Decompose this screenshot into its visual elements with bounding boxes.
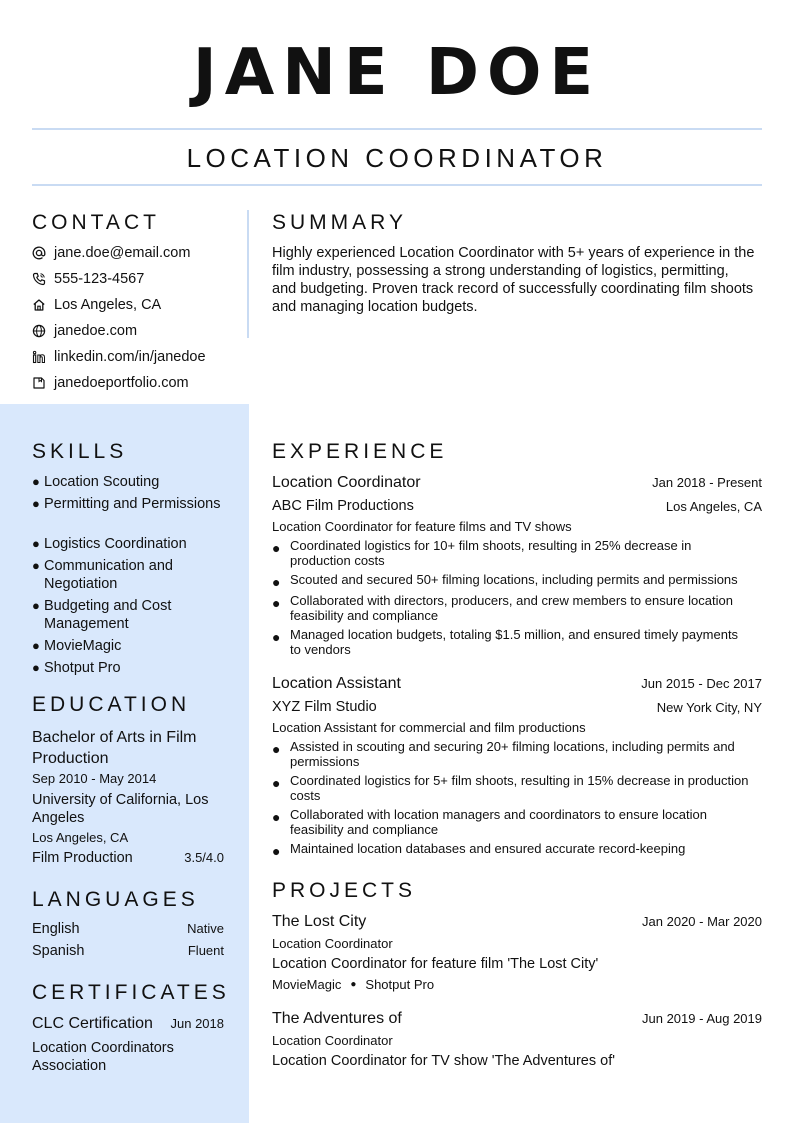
certificate-issuer: Location Coordinators Association xyxy=(32,1040,174,1074)
job-bullet: ● Assisted in scouting and securing 20+ filming locations, including permits and permissions xyxy=(272,739,735,769)
education-gpa: 3.5/4.0 xyxy=(184,850,224,865)
projects-heading: PROJECTS xyxy=(272,879,417,902)
contact-heading: CONTACT xyxy=(32,211,160,234)
linkedin-icon xyxy=(32,350,46,364)
skill-item: ● Permitting and Permissions xyxy=(32,496,221,512)
phone-icon xyxy=(32,272,46,286)
project-description: Location Coordinator for TV show 'The Adventures of' xyxy=(272,1053,615,1069)
job-company: ABC Film Productions xyxy=(272,498,414,514)
summary-heading: SUMMARY xyxy=(272,211,407,234)
job-description: Location Coordinator for feature films and TV shows xyxy=(272,519,572,534)
experience-heading: EXPERIENCE xyxy=(272,440,448,463)
contact-phone-text: 555-123-4567 xyxy=(54,271,145,287)
education-heading: EDUCATION xyxy=(32,693,191,716)
job-dates: Jun 2015 - Dec 2017 xyxy=(641,676,762,691)
languages-heading: LANGUAGES xyxy=(32,888,199,911)
contact-portfolio[interactable] xyxy=(32,373,189,393)
skill-item: ● Logistics Coordination xyxy=(32,536,187,552)
language-row xyxy=(32,943,224,959)
job-description: Location Assistant for commercial and film productions xyxy=(272,720,586,735)
job-bullet: ● Collaborated with location managers and coordinators to ensure location feasibility and compliance xyxy=(272,807,707,837)
contact-portfolio-text: janedoeportfolio.com xyxy=(54,375,189,391)
project-name: The Lost City xyxy=(272,913,367,930)
skill-item: ● Budgeting and Cost Management xyxy=(32,598,172,632)
language-name: English xyxy=(32,921,80,937)
education-degree: Bachelor of Arts in Film Production xyxy=(32,729,197,767)
project-role: Location Coordinator xyxy=(272,1033,393,1048)
skills-heading: SKILLS xyxy=(32,440,128,463)
education-dates: Sep 2010 - May 2014 xyxy=(32,771,157,786)
job-bullet: ● Coordinated logistics for 10+ film shoots, resulting in 25% decrease in production costs xyxy=(272,538,692,568)
project-tools xyxy=(272,977,434,992)
globe-icon xyxy=(32,324,46,338)
job-title: LOCATION COORDINATOR xyxy=(186,143,608,173)
skill-item: ● Shotput Pro xyxy=(32,660,121,676)
job-location: New York City, NY xyxy=(656,700,762,715)
job-dates: Jan 2018 - Present xyxy=(652,475,762,490)
job-bullet: ● Scouted and secured 50+ filming locations, including permits and permissions xyxy=(272,572,738,590)
portfolio-icon xyxy=(32,376,46,390)
job-bullet: ● Managed location budgets, totaling $1.5 million, and ensured timely payments to vendors xyxy=(272,627,739,657)
certificate-date: Jun 2018 xyxy=(170,1016,224,1031)
education-field: Film Production xyxy=(32,850,133,866)
certificates-heading: CERTIFICATES xyxy=(32,981,230,1004)
home-icon xyxy=(32,298,46,312)
job-location: Los Angeles, CA xyxy=(665,499,762,514)
contact-location-text: Los Angeles, CA xyxy=(54,297,162,313)
candidate-name: JANE DOE xyxy=(192,36,602,110)
contact-linkedin[interactable] xyxy=(32,347,206,367)
language-level: Fluent xyxy=(187,943,224,958)
at-icon xyxy=(32,246,46,260)
skill-item: ● Communication and Negotiation xyxy=(32,558,173,592)
job-bullet: ● Maintained location databases and ensured accurate record-keeping xyxy=(272,841,686,859)
skill-item: ● MovieMagic xyxy=(32,638,122,654)
project-dates: Jan 2020 - Mar 2020 xyxy=(642,914,762,929)
contact-location xyxy=(32,295,161,315)
job-title: Location Assistant xyxy=(272,675,401,692)
job-bullet: ● Coordinated logistics for 5+ film shoots, resulting in 15% decrease in production costs xyxy=(272,773,749,803)
certificate-name: CLC Certification xyxy=(32,1015,153,1032)
project-tool: Shotput Pro xyxy=(365,977,435,992)
header-rule-bottom xyxy=(32,184,762,186)
job-title: Location Coordinator xyxy=(272,474,421,491)
sidebar-wave xyxy=(0,400,249,440)
project-name: The Adventures of xyxy=(272,1010,402,1027)
job-bullet: ● Collaborated with directors, producers, and crew members to ensure location feasibility and compliance xyxy=(272,593,733,623)
project-tool: MovieMagic xyxy=(272,977,342,992)
education-location: Los Angeles, CA xyxy=(32,830,129,845)
column-divider xyxy=(247,210,249,338)
contact-email[interactable] xyxy=(32,243,190,263)
project-role: Location Coordinator xyxy=(272,936,393,951)
skill-item: ● Location Scouting xyxy=(32,474,160,490)
language-row xyxy=(32,921,224,937)
contact-website-text: janedoe.com xyxy=(54,323,138,339)
language-level: Native xyxy=(187,921,224,936)
job-company: XYZ Film Studio xyxy=(272,699,377,715)
education-school: University of California, Los Angeles xyxy=(32,792,209,826)
contact-email-text: jane.doe@email.com xyxy=(54,245,191,261)
contact-phone[interactable] xyxy=(32,269,144,289)
header-rule-top xyxy=(32,128,762,130)
language-name: Spanish xyxy=(32,943,85,959)
education-field-row xyxy=(32,850,224,866)
certificate-row xyxy=(32,1015,224,1033)
summary-text: Highly experienced Location Coordinator with 5+ years of experience in the film industry, possessing a strong understanding of logistics, permitting, and budgeting. Proven track record of successfully coordinating film shoots and managing location budgets. xyxy=(272,245,755,315)
contact-website[interactable] xyxy=(32,321,137,341)
contact-linkedin-text: linkedin.com/in/janedoe xyxy=(54,349,206,365)
project-dates: Jun 2019 - Aug 2019 xyxy=(642,1011,762,1026)
project-description: Location Coordinator for feature film 'The Lost City' xyxy=(272,956,599,972)
tool-separator: ● xyxy=(350,979,357,990)
